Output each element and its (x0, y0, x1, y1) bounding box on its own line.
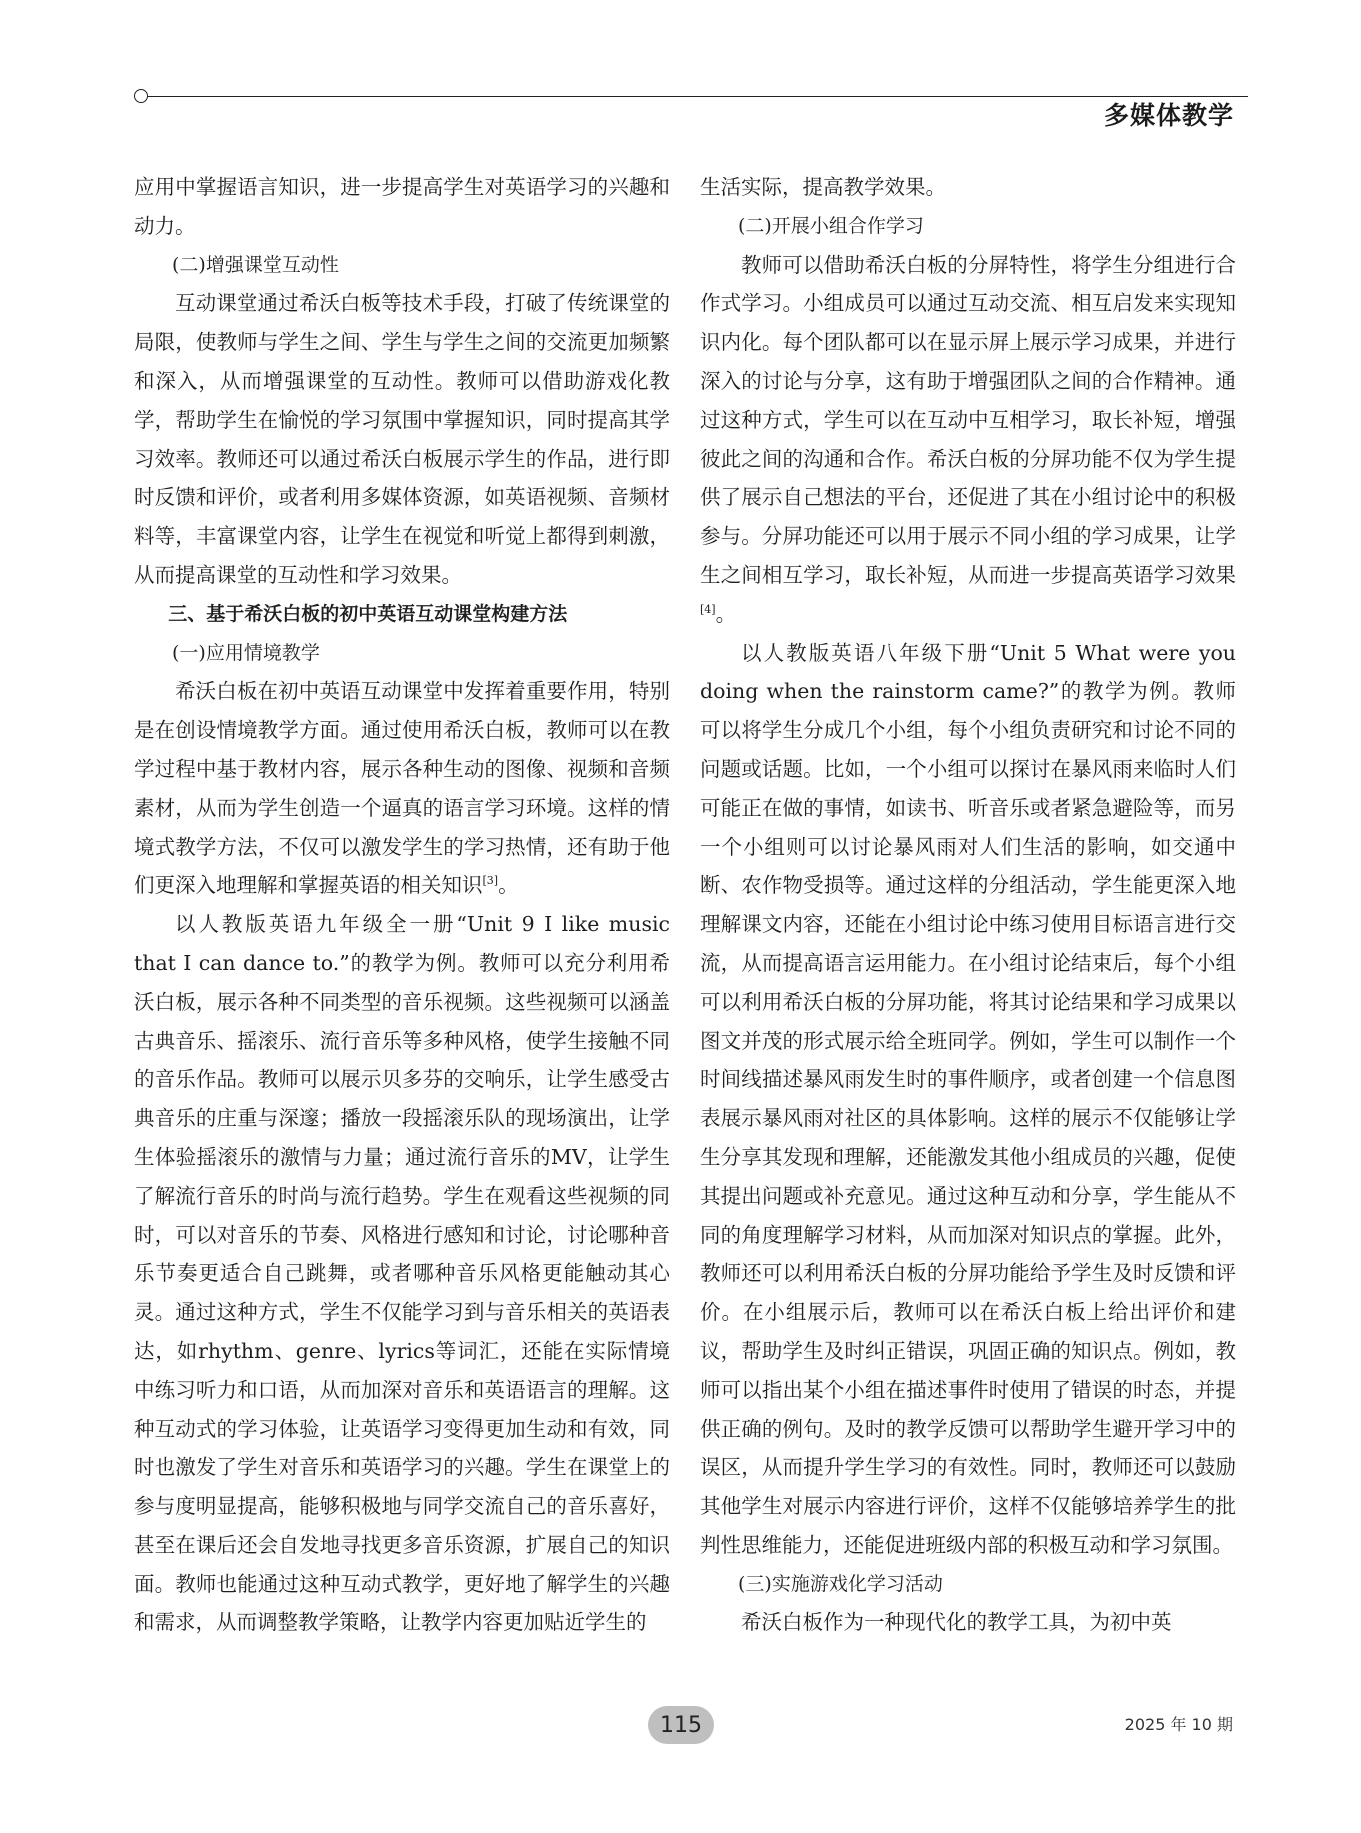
paragraph (700, 168, 1236, 207)
paragraph-text: (二)开展小组合作学习 (738, 214, 924, 237)
paragraph (134, 905, 670, 1642)
paragraph-text: 三、基于希沃白板的初中英语互动课堂构建方法 (168, 602, 568, 625)
paragraph-text: 教师可以借助希沃白板的分屏特性，将学生分组进行合作式学习。小组成员可以通过互动交流、相互启发来实现知识内化。每个团队都可以在显示屏上展示学习成果，并进行深入的讨论与分享，这有助于增强团队之间的合作精神。通过这种方式，学生可以在互动中互相学习，取长补短，增强彼此之间的沟通和合作。希沃白板的分屏功能不仅为学生提供了展示自己想法的平台，还促进了其在小组讨论中的积极参与。分屏功能还可以用于展示不同小组的学习成果，让学生之间相互学习，取长补短，从而进一步提高英语学习效果 (700, 252, 1236, 587)
citation-ref: [4] (700, 602, 716, 616)
paragraph-text: (一)应用情境教学 (172, 641, 320, 664)
paragraph-text: (三)实施游戏化学习活动 (738, 1572, 943, 1595)
paragraph (134, 672, 670, 905)
section-heading (134, 595, 670, 634)
paragraph (134, 284, 670, 594)
paragraph (700, 246, 1236, 634)
section-title: 多媒体教学 (1103, 101, 1234, 130)
citation-ref: [3] (482, 874, 499, 888)
page-number-badge (648, 1706, 714, 1744)
subsection-heading (700, 1565, 1236, 1604)
paragraph-text: 希沃白板作为一种现代化的教学工具，为初中英 (741, 1610, 1172, 1635)
left-column (134, 168, 670, 1642)
paragraph-text: 生活实际，提高教学效果。 (700, 175, 946, 199)
paragraph-text: 应用中掌握语言知识，进一步提高学生对英语学习的兴趣和动力。 (134, 175, 670, 238)
subsection-heading (134, 246, 670, 285)
paragraph-text: 希沃白板在初中英语互动课堂中发挥着重要作用，特别是在创设情境教学方面。通过使用希沃白板，教师可以在教学过程中基于教材内容，展示各种生动的图像、视频和音频素材，从而为学生创造一个逼真的语言学习环境。这样的情境式教学方法，不仅可以激发学生的学习热情，还有助于他们更深入地理解和掌握英语的相关知识 (134, 679, 670, 898)
issue-label: 2025 年 10 期 (1124, 1715, 1233, 1734)
paragraph-text: 以人教版英语九年级全一册“Unit 9 I like music that I can dance to.”的教学为例。教师可以充分利用希沃白板，展示各种不同类型的音乐视频。这些视频可以涵盖古典音乐、摇滚乐、流行音乐等多种风格，使学生接触不同的音乐作品。教师可以展示贝多芬的交响乐，让学生感受古典音乐的庄重与深邃；播放一段摇滚乐队的现场演出，让学生体验摇滚乐的激情与力量；通过流行音乐的MV，让学生了解流行音乐的时尚与流行趋势。学生在观看这些视频的同时，可以对音乐的节奏、风格进行感知和讨论，讨论哪种音乐节奏更适合自己跳舞，或者哪种音乐风格更能触动其心灵。通过这种方式，学生不仅能学习到与音乐相关的英语表达，如rhythm、genre、lyrics等词汇，还能在实际情境中练习听力和口语，从而加深对音乐和英语语言的理解。这种互动式的学习体验，让英语学习变得更加生动和有效，同时也激发了学生对音乐和英语学习的兴趣。学生在课堂上的参与度明显提高，能够积极地与同学交流自己的音乐喜好，甚至在课后还会自发地寻找更多音乐资源，扩展自己的知识面。教师也能通过这种互动式教学，更好地了解学生的兴趣和需求，从而调整教学策略，让教学内容更加贴近学生的 (134, 912, 670, 1635)
paragraph-text: 以人教版英语八年级下册“Unit 5 What were you doing when the rainstorm came?”的教学为例。教师可以将学生分成几个小组，每个小组负责研究和讨论不同的问题或话题。比如，一个小组可以探讨在暴风雨来临时人们可能正在做的事情，如读书、听音乐或者紧急避险等，而另一个小组则可以讨论暴风雨对人们生活的影响，如交通中断、农作物受损等。通过这样的分组活动，学生能更深入地理解课文内容，还能在小组讨论中练习使用目标语言进行交流，从而提高语言运用能力。在小组讨论结束后，每个小组可以利用希沃白板的分屏功能，将其讨论结果和学习成果以图文并茂的形式展示给全班同学。例如，学生可以制作一个时间线描述暴风雨发生时的事件顺序，或者创建一个信息图表展示暴风雨对社区的具体影响。这样的展示不仅能够让学生分享其发现和理解，还能激发其他小组成员的兴趣，促使其提出问题或补充意见。通过这种互动和分享，学生能从不同的角度理解学习材料，从而加深对知识点的掌握。此外，教师还可以利用希沃白板的分屏功能给予学生及时反馈和评价。在小组展示后，教师可以在希沃白板上给出评价和建议，帮助学生及时纠正错误，巩固正确的知识点。例如，教师可以指出某个小组在描述事件时使用了错误的时态，并提供正确的例句。及时的教学反馈可以帮助学生避开学习中的误区，从而提升学生学习的有效性。同时，教师还可以鼓励其他学生对展示内容进行评价，这样不仅能够培养学生的批判性思维能力，还能促进班级内部的积极互动和学习氛围。 (700, 640, 1236, 1557)
paragraph (700, 1603, 1236, 1642)
header-circle-ornament (134, 89, 148, 103)
paragraph-text: (二)增强课堂互动性 (172, 253, 339, 276)
right-column (700, 168, 1236, 1642)
paragraph (134, 168, 670, 246)
paragraph-tail: 。 (715, 601, 737, 626)
page-number: 115 (660, 1712, 702, 1738)
subsection-heading (700, 207, 1236, 246)
subsection-heading (134, 634, 670, 673)
paragraph (700, 634, 1236, 1565)
paragraph-tail: 。 (498, 873, 519, 898)
paragraph-text: 互动课堂通过希沃白板等技术手段，打破了传统课堂的局限，使教师与学生之间、学生与学生之间的交流更加频繁和深入，从而增强课堂的互动性。教师可以借助游戏化教学，帮助学生在愉悦的学习氛围中掌握知识，同时提高其学习效率。教师还可以通过希沃白板展示学生的作品，进行即时反馈和评价，或者利用多媒体资源，如英语视频、音频材料等，丰富课堂内容，让学生在视觉和听觉上都得到刺激，从而提高课堂的互动性和学习效果。 (134, 291, 670, 587)
header-rule (148, 96, 1248, 97)
